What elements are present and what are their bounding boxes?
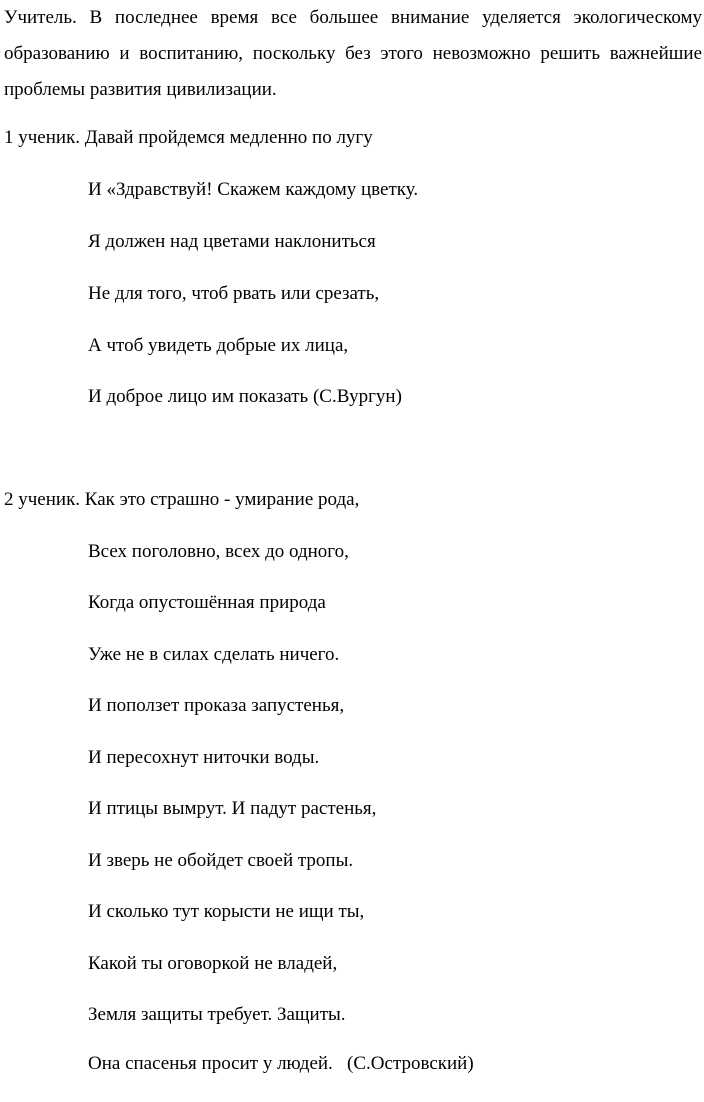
student-2-verse-line: Всех поголовно, всех до одного,	[88, 541, 349, 562]
student-1-verse-line: И «Здравствуй! Скажем каждому цветку.	[88, 179, 419, 200]
student-1-verse-line: Не для того, чтоб рвать или срезать,	[88, 283, 380, 304]
student-2-verse-line: Когда опустошённая природа	[88, 592, 326, 613]
student-2-verse-line: И зверь не обойдет своей тропы.	[88, 850, 354, 871]
student-1-verse-line: И доброе лицо им показать (С.Вургун)	[88, 386, 402, 407]
student-1-lead-line: 1 ученик. Давай пройдемся медленно по лугу	[4, 127, 373, 148]
student-2-verse-line: И поползет проказа запустенья,	[88, 695, 345, 716]
student-2-verse-line: И птицы вымрут. И падут растенья,	[88, 798, 377, 819]
student-2-verse-line: И сколько тут корысти не ищи ты,	[88, 901, 365, 922]
student-2-verse-line: Она спасенья просит у людей. (С.Островский)	[88, 1053, 474, 1074]
teacher-intro-paragraph: Учитель. В последнее время все большее внимание уделяется экологическому образованию и воспитанию, поскольку без этого невозможно решить важнейшие проблемы развития цивилизации.	[4, 7, 702, 100]
student-2-lead-line: 2 ученик. Как это страшно - умирание рода,	[4, 489, 360, 510]
student-2-verse-line: Какой ты оговоркой не владей,	[88, 953, 338, 974]
student-2-verse-line: Земля защиты требует. Защиты.	[88, 1004, 346, 1025]
student-2-verse-line: И пересохнут ниточки воды.	[88, 747, 320, 768]
student-2-verse-line: Уже не в силах сделать ничего.	[88, 644, 340, 665]
student-1-verse-line: Я должен над цветами наклониться	[88, 231, 376, 252]
student-1-verse-line: А чтоб увидеть добрые их лица,	[88, 335, 349, 356]
